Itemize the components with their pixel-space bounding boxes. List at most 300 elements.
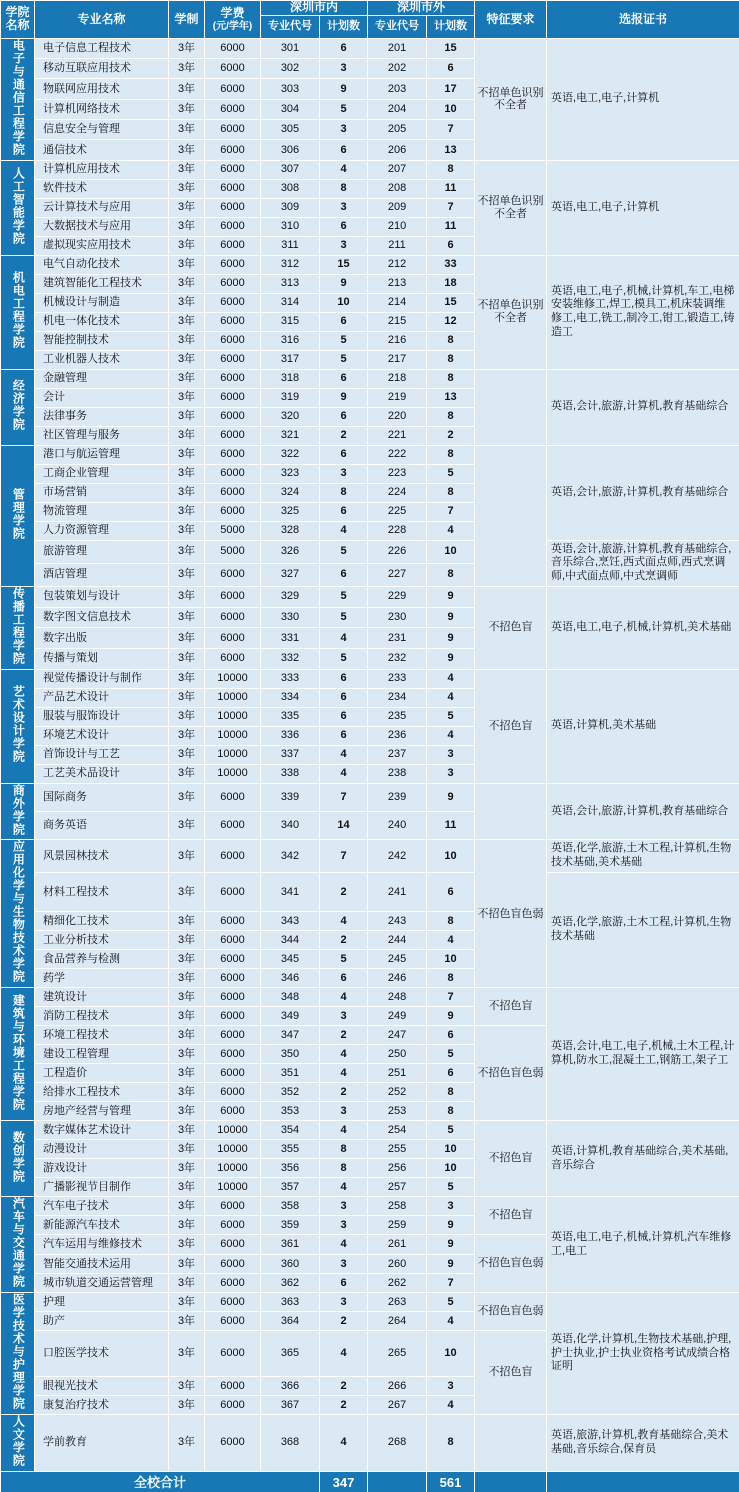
certificate-cell: 英语,会计,电工,电子,机械,土木工程,计算机,防水工,混凝土工,钢筋工,架子工 — [547, 988, 739, 1121]
requirement-cell: 不招色盲 — [475, 586, 547, 669]
out-city-code: 202 — [368, 59, 427, 79]
college-label: 建筑与环境工程学院 — [11, 993, 26, 1111]
out-city-plan: 4 — [427, 521, 475, 540]
years-cell: 3年 — [169, 1064, 205, 1083]
out-city-code: 237 — [368, 745, 427, 764]
out-city-plan: 12 — [427, 312, 475, 331]
fee-cell: 5000 — [205, 521, 261, 540]
major-name: 云计算技术与应用 — [35, 198, 169, 217]
out-city-code: 201 — [368, 38, 427, 58]
out-city-code: 212 — [368, 255, 427, 274]
in-city-plan: 4 — [320, 1178, 368, 1197]
fee-cell: 6000 — [205, 38, 261, 58]
out-city-plan: 9 — [427, 586, 475, 607]
fee-cell: 6000 — [205, 445, 261, 464]
years-cell: 3年 — [169, 59, 205, 79]
out-city-plan: 10 — [427, 950, 475, 969]
college-label: 人工智能学院 — [11, 166, 26, 245]
out-city-code: 208 — [368, 179, 427, 198]
major-name: 汽车运用与维修技术 — [35, 1235, 169, 1255]
out-city-plan: 10 — [427, 99, 475, 119]
major-name: 工程造价 — [35, 1064, 169, 1083]
requirement-cell: 不招色盲色弱 — [475, 840, 547, 988]
in-city-plan: 7 — [320, 783, 368, 811]
in-city-plan: 4 — [320, 628, 368, 649]
fee-cell: 10000 — [205, 1140, 261, 1159]
header-fee — [205, 1, 261, 39]
header-require: 特征要求 — [475, 1, 547, 39]
in-city-plan: 8 — [320, 1140, 368, 1159]
out-city-plan: 6 — [427, 872, 475, 911]
in-city-code: 310 — [261, 217, 320, 236]
fee-cell: 6000 — [205, 483, 261, 502]
certificate-cell: 英语,会计,旅游,计算机,教育基础综合 — [547, 369, 739, 445]
fee-cell: 10000 — [205, 1121, 261, 1140]
out-city-plan: 11 — [427, 812, 475, 840]
college-label: 电子与通信工程学院 — [11, 38, 26, 156]
college-label: 商外学院 — [11, 783, 26, 836]
years-cell: 3年 — [169, 950, 205, 969]
in-city-plan: 3 — [320, 236, 368, 255]
total-out-code-blank — [368, 1471, 427, 1492]
out-city-plan: 5 — [427, 1121, 475, 1140]
in-city-plan: 4 — [320, 1235, 368, 1255]
out-city-code: 242 — [368, 840, 427, 873]
in-city-code: 312 — [261, 255, 320, 274]
in-city-code: 339 — [261, 783, 320, 811]
in-city-plan: 5 — [320, 586, 368, 607]
years-cell: 3年 — [169, 502, 205, 521]
out-city-code: 257 — [368, 1178, 427, 1197]
requirement-cell: 不招色盲 — [475, 1197, 547, 1235]
table-row — [1, 1293, 739, 1312]
out-city-code: 214 — [368, 293, 427, 312]
in-city-plan: 2 — [320, 872, 368, 911]
in-city-code: 332 — [261, 648, 320, 669]
fee-cell: 5000 — [205, 540, 261, 563]
major-name: 汽车电子技术 — [35, 1197, 169, 1216]
out-city-code: 229 — [368, 586, 427, 607]
in-city-code: 328 — [261, 521, 320, 540]
major-name: 动漫设计 — [35, 1140, 169, 1159]
requirement-cell — [475, 369, 547, 445]
years-cell: 3年 — [169, 1235, 205, 1255]
certificate-cell: 英语,电工,电子,计算机 — [547, 160, 739, 255]
in-city-plan: 10 — [320, 293, 368, 312]
fee-cell: 6000 — [205, 988, 261, 1007]
years-cell: 3年 — [169, 140, 205, 160]
in-city-code: 327 — [261, 563, 320, 586]
in-city-code: 348 — [261, 988, 320, 1007]
major-name: 环境艺术设计 — [35, 726, 169, 745]
major-name: 物联网应用技术 — [35, 79, 169, 99]
in-city-plan: 3 — [320, 1007, 368, 1026]
major-name: 虚拟现实应用技术 — [35, 236, 169, 255]
years-cell: 3年 — [169, 1312, 205, 1331]
out-city-code: 249 — [368, 1007, 427, 1026]
fee-cell: 6000 — [205, 1274, 261, 1293]
years-cell: 3年 — [169, 369, 205, 388]
table-row — [1, 783, 739, 811]
out-city-code: 267 — [368, 1395, 427, 1414]
in-city-plan: 6 — [320, 445, 368, 464]
major-name: 电子信息工程技术 — [35, 38, 169, 58]
major-name: 服装与服饰设计 — [35, 707, 169, 726]
in-city-code: 304 — [261, 99, 320, 119]
fee-cell: 6000 — [205, 1216, 261, 1235]
fee-cell: 6000 — [205, 1293, 261, 1312]
requirement-cell-secondary: 不招色盲色弱 — [475, 1026, 547, 1121]
table-row — [1, 669, 739, 688]
out-city-code: 222 — [368, 445, 427, 464]
in-city-plan: 4 — [320, 764, 368, 783]
in-city-plan: 2 — [320, 1026, 368, 1045]
in-city-plan: 5 — [320, 331, 368, 350]
in-city-code: 357 — [261, 1178, 320, 1197]
out-city-plan: 6 — [427, 1064, 475, 1083]
in-city-code: 366 — [261, 1376, 320, 1395]
out-city-code: 248 — [368, 988, 427, 1007]
college-cell — [1, 369, 35, 445]
major-name: 食品营养与检测 — [35, 950, 169, 969]
in-city-plan: 4 — [320, 988, 368, 1007]
major-name: 护理 — [35, 1293, 169, 1312]
in-city-plan: 3 — [320, 198, 368, 217]
out-city-plan: 15 — [427, 38, 475, 58]
out-city-code: 223 — [368, 464, 427, 483]
in-city-code: 354 — [261, 1121, 320, 1140]
out-city-plan: 11 — [427, 179, 475, 198]
table-row — [1, 1414, 739, 1471]
years-cell: 3年 — [169, 1331, 205, 1377]
out-city-plan: 13 — [427, 388, 475, 407]
major-name: 市场营销 — [35, 483, 169, 502]
table-footer — [1, 1471, 739, 1492]
in-city-plan: 6 — [320, 312, 368, 331]
in-city-code: 352 — [261, 1083, 320, 1102]
in-city-plan: 3 — [320, 1255, 368, 1274]
in-city-plan: 9 — [320, 79, 368, 99]
in-city-code: 343 — [261, 912, 320, 931]
out-city-code: 221 — [368, 426, 427, 445]
years-cell: 3年 — [169, 1376, 205, 1395]
out-city-code: 211 — [368, 236, 427, 255]
out-city-plan: 8 — [427, 1102, 475, 1121]
years-cell: 3年 — [169, 293, 205, 312]
years-cell: 3年 — [169, 1293, 205, 1312]
in-city-plan: 5 — [320, 99, 368, 119]
major-name: 包装策划与设计 — [35, 586, 169, 607]
in-city-code: 355 — [261, 1140, 320, 1159]
out-city-code: 220 — [368, 407, 427, 426]
out-city-plan: 9 — [427, 1255, 475, 1274]
out-city-plan: 8 — [427, 369, 475, 388]
years-cell: 3年 — [169, 1395, 205, 1414]
college-cell — [1, 38, 35, 160]
out-city-code: 206 — [368, 140, 427, 160]
major-name: 给排水工程技术 — [35, 1083, 169, 1102]
out-city-code: 232 — [368, 648, 427, 669]
major-name: 建筑设计 — [35, 988, 169, 1007]
in-city-plan: 5 — [320, 950, 368, 969]
years-cell: 3年 — [169, 1026, 205, 1045]
major-name: 新能源汽车技术 — [35, 1216, 169, 1235]
fee-cell: 6000 — [205, 350, 261, 369]
years-cell: 3年 — [169, 255, 205, 274]
out-city-code: 204 — [368, 99, 427, 119]
out-city-code: 251 — [368, 1064, 427, 1083]
out-city-plan: 4 — [427, 1312, 475, 1331]
fee-cell: 6000 — [205, 912, 261, 931]
in-city-plan: 5 — [320, 607, 368, 628]
years-cell: 3年 — [169, 350, 205, 369]
in-city-code: 333 — [261, 669, 320, 688]
major-name: 商务英语 — [35, 812, 169, 840]
college-cell — [1, 1414, 35, 1471]
fee-cell: 6000 — [205, 1064, 261, 1083]
in-city-code: 347 — [261, 1026, 320, 1045]
out-city-plan: 8 — [427, 407, 475, 426]
fee-cell: 6000 — [205, 331, 261, 350]
in-city-code: 342 — [261, 840, 320, 873]
fee-cell: 6000 — [205, 217, 261, 236]
table-row — [1, 160, 739, 179]
major-name: 旅游管理 — [35, 540, 169, 563]
table-row — [1, 38, 739, 58]
in-city-code: 351 — [261, 1064, 320, 1083]
fee-cell: 6000 — [205, 1312, 261, 1331]
fee-cell: 6000 — [205, 179, 261, 198]
in-city-plan: 6 — [320, 969, 368, 988]
in-city-plan: 6 — [320, 1274, 368, 1293]
college-label: 数创学院 — [11, 1130, 26, 1183]
years-cell: 3年 — [169, 688, 205, 707]
college-label: 人文学院 — [11, 1414, 26, 1467]
major-name: 物流管理 — [35, 502, 169, 521]
out-city-code: 261 — [368, 1235, 427, 1255]
out-city-code: 247 — [368, 1026, 427, 1045]
requirement-cell: 不招色盲 — [475, 988, 547, 1026]
certificate-cell: 英语,计算机,美术基础 — [547, 669, 739, 783]
out-city-code: 250 — [368, 1045, 427, 1064]
major-name: 工业机器人技术 — [35, 350, 169, 369]
out-city-plan: 17 — [427, 79, 475, 99]
total-in-city: 347 — [320, 1471, 368, 1492]
fee-cell: 6000 — [205, 1331, 261, 1377]
out-city-code: 254 — [368, 1121, 427, 1140]
in-city-code: 329 — [261, 586, 320, 607]
fee-cell: 6000 — [205, 293, 261, 312]
in-city-plan: 5 — [320, 648, 368, 669]
out-city-plan: 9 — [427, 628, 475, 649]
fee-cell: 6000 — [205, 369, 261, 388]
table-row — [1, 840, 739, 873]
out-city-code: 260 — [368, 1255, 427, 1274]
requirement-cell — [475, 1414, 547, 1471]
in-city-plan: 4 — [320, 1045, 368, 1064]
in-city-code: 302 — [261, 59, 320, 79]
college-label: 医学技术与护理学院 — [11, 1293, 26, 1411]
years-cell: 3年 — [169, 1178, 205, 1197]
in-city-plan: 15 — [320, 255, 368, 274]
table-row — [1, 445, 739, 464]
in-city-code: 363 — [261, 1293, 320, 1312]
out-city-plan: 4 — [427, 931, 475, 950]
in-city-plan: 2 — [320, 1376, 368, 1395]
out-city-plan: 9 — [427, 783, 475, 811]
header-college: 学院名称 — [1, 1, 35, 39]
in-city-plan: 3 — [320, 59, 368, 79]
out-city-code: 207 — [368, 160, 427, 179]
years-cell: 3年 — [169, 1007, 205, 1026]
years-cell: 3年 — [169, 1121, 205, 1140]
fee-cell: 6000 — [205, 607, 261, 628]
years-cell: 3年 — [169, 540, 205, 563]
in-city-plan: 4 — [320, 1331, 368, 1377]
fee-cell: 6000 — [205, 79, 261, 99]
in-city-plan: 2 — [320, 1083, 368, 1102]
in-city-plan: 3 — [320, 1102, 368, 1121]
in-city-code: 314 — [261, 293, 320, 312]
fee-cell: 6000 — [205, 59, 261, 79]
certificate-cell-secondary: 英语,会计,旅游,计算机,教育基础综合,音乐综合,烹饪,西式面点师,西式烹调师,中式面点师,中式烹调师 — [547, 540, 739, 586]
fee-cell: 10000 — [205, 707, 261, 726]
in-city-plan: 6 — [320, 688, 368, 707]
college-cell — [1, 1197, 35, 1293]
major-name: 机械设计与制造 — [35, 293, 169, 312]
in-city-code: 331 — [261, 628, 320, 649]
major-name: 软件技术 — [35, 179, 169, 198]
fee-cell: 6000 — [205, 840, 261, 873]
out-city-plan: 8 — [427, 969, 475, 988]
college-cell — [1, 586, 35, 669]
fee-cell: 6000 — [205, 1083, 261, 1102]
certificate-cell: 英语,电工,电子,计算机 — [547, 38, 739, 160]
fee-cell: 6000 — [205, 274, 261, 293]
major-name: 消防工程技术 — [35, 1007, 169, 1026]
in-city-code: 303 — [261, 79, 320, 99]
table-row — [1, 1121, 739, 1140]
in-city-code: 308 — [261, 179, 320, 198]
out-city-code: 227 — [368, 563, 427, 586]
in-city-code: 349 — [261, 1007, 320, 1026]
college-label: 经济学院 — [11, 379, 26, 432]
fee-cell: 6000 — [205, 140, 261, 160]
out-city-plan: 3 — [427, 764, 475, 783]
out-city-plan: 3 — [427, 1376, 475, 1395]
certificate-cell: 英语,化学,旅游,土木工程,计算机,生物技术基础,美术基础 — [547, 840, 739, 873]
out-city-plan: 9 — [427, 1007, 475, 1026]
total-cert-blank — [547, 1471, 739, 1492]
major-name: 工商企业管理 — [35, 464, 169, 483]
header-in-plan: 计划数 — [320, 15, 368, 38]
years-cell: 3年 — [169, 931, 205, 950]
total-require-blank — [475, 1471, 547, 1492]
college-label: 艺术设计学院 — [11, 685, 26, 764]
in-city-plan: 4 — [320, 912, 368, 931]
header-cert: 选报证书 — [547, 1, 739, 39]
fee-cell: 6000 — [205, 1045, 261, 1064]
out-city-plan: 9 — [427, 607, 475, 628]
major-name: 药学 — [35, 969, 169, 988]
college-cell — [1, 840, 35, 988]
in-city-plan: 4 — [320, 1064, 368, 1083]
in-city-plan: 3 — [320, 464, 368, 483]
header-fee-line2: (元/学年) — [212, 20, 253, 32]
requirement-cell-secondary: 不招色盲 — [475, 1331, 547, 1415]
major-name: 信息安全与管理 — [35, 119, 169, 139]
in-city-plan: 6 — [320, 669, 368, 688]
years-cell: 3年 — [169, 464, 205, 483]
fee-cell: 10000 — [205, 1178, 261, 1197]
certificate-cell: 英语,会计,旅游,计算机,教育基础综合 — [547, 445, 739, 540]
major-name: 精细化工技术 — [35, 912, 169, 931]
years-cell: 3年 — [169, 969, 205, 988]
out-city-plan: 6 — [427, 59, 475, 79]
out-city-plan: 8 — [427, 483, 475, 502]
in-city-plan: 5 — [320, 540, 368, 563]
out-city-plan: 8 — [427, 1083, 475, 1102]
in-city-code: 360 — [261, 1255, 320, 1274]
fee-cell: 6000 — [205, 931, 261, 950]
major-name: 计算机网络技术 — [35, 99, 169, 119]
fee-cell: 6000 — [205, 119, 261, 139]
college-label: 传播工程学院 — [11, 586, 26, 665]
years-cell: 3年 — [169, 1140, 205, 1159]
fee-cell: 6000 — [205, 198, 261, 217]
in-city-code: 322 — [261, 445, 320, 464]
in-city-plan: 6 — [320, 563, 368, 586]
college-cell — [1, 445, 35, 586]
requirement-cell-secondary: 不招色盲色弱 — [475, 1235, 547, 1293]
in-city-plan: 6 — [320, 369, 368, 388]
out-city-code: 238 — [368, 764, 427, 783]
major-name: 电气自动化技术 — [35, 255, 169, 274]
major-name: 机电一体化技术 — [35, 312, 169, 331]
fee-cell: 10000 — [205, 764, 261, 783]
out-city-plan: 10 — [427, 1140, 475, 1159]
out-city-code: 216 — [368, 331, 427, 350]
major-name: 房地产经营与管理 — [35, 1102, 169, 1121]
in-city-plan: 6 — [320, 726, 368, 745]
out-city-plan: 8 — [427, 350, 475, 369]
certificate-cell: 英语,电工,电子,机械,计算机,车工,电梯安装维修工,焊工,模具工,机床装调维修工,电工,铣工,制冷工,钳工,锻造工,铸造工 — [547, 255, 739, 369]
in-city-code: 309 — [261, 198, 320, 217]
out-city-plan: 8 — [427, 445, 475, 464]
out-city-code: 218 — [368, 369, 427, 388]
years-cell: 3年 — [169, 198, 205, 217]
major-name: 金融管理 — [35, 369, 169, 388]
header-years: 学制 — [169, 1, 205, 39]
years-cell: 3年 — [169, 312, 205, 331]
in-city-code: 337 — [261, 745, 320, 764]
in-city-code: 323 — [261, 464, 320, 483]
major-name: 风景园林技术 — [35, 840, 169, 873]
header-out-code: 专业代号 — [368, 15, 427, 38]
out-city-plan: 15 — [427, 293, 475, 312]
in-city-code: 317 — [261, 350, 320, 369]
major-name: 助产 — [35, 1312, 169, 1331]
requirement-cell: 不招单色识别不全者 — [475, 160, 547, 255]
out-city-plan: 8 — [427, 912, 475, 931]
college-cell — [1, 988, 35, 1121]
out-city-code: 203 — [368, 79, 427, 99]
years-cell: 3年 — [169, 840, 205, 873]
out-city-code: 210 — [368, 217, 427, 236]
out-city-plan: 9 — [427, 1235, 475, 1255]
in-city-code: 319 — [261, 388, 320, 407]
out-city-plan: 11 — [427, 217, 475, 236]
